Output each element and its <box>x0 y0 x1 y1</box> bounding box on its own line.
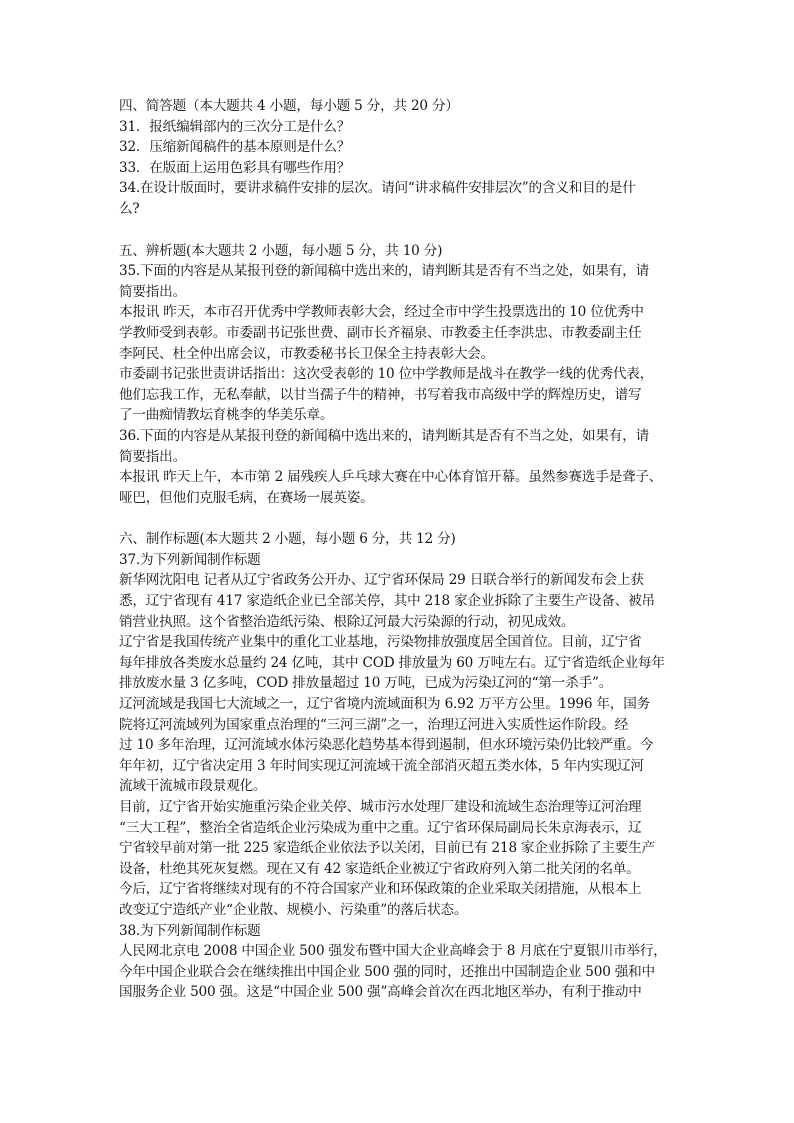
news-text-line: 李阿民、杜全仲出席会议，市教委秘书长卫保全主持表彰大会。 <box>119 345 495 362</box>
news-text-line: 辽河流域是我国七大流域之一，辽宁省境内流域面积为 6.92 万平方公里。1996 年，国务 <box>119 696 651 713</box>
news-text-line: 了一曲痴情教坛育桃李的华美乐章。 <box>119 407 334 424</box>
news-text-line: 本报讯 昨天上午，本市第 2 届残疾人乒乓球大赛在中心体育馆开幕。虽然参赛选手是聋子、 <box>119 469 663 486</box>
section-gap <box>119 508 689 529</box>
question-36: 36.下面的内容是从某报刊登的新闻稿中选出来的，请判断其是否有不当之处，如果有，请 <box>119 427 649 444</box>
news-text-line: 宁省较早前对第一批 225 家造纸企业依法予以关闭，目前已有 218 家企业拆除了主要生产 <box>119 840 655 857</box>
news-text-line: 每年排放各类废水总量约 24 亿吨，其中 COD 排放量为 60 万吨左右。辽宁省造纸企业每年 <box>119 654 665 671</box>
question-32: 32．压缩新闻稿件的基本原则是什么？ <box>119 139 351 156</box>
news-text-line: 辽宁省是我国传统产业集中的重化工业基地，污染物排放强度居全国首位。目前，辽宁省 <box>119 634 642 651</box>
question-34: 34.在设计版面时，要讲求稿件安排的层次。请问“讲求稿件安排层次”的含义和目的是什 <box>119 180 636 197</box>
news-text-line: 他们忘我工作，无私奉献，以甘当孺子牛的精神，书写着我市高级中学的辉煌历史，谱写 <box>119 386 642 403</box>
news-text-line: 国服务企业 500 强。这是“中国企业 500 强”高峰会首次在西北地区举办，有利于推动中 <box>119 984 642 1001</box>
news-text-line: 哑巴，但他们克服毛病，在赛场一展英姿。 <box>119 489 374 506</box>
section-heading-short-answer: 四、简答题（本大题共 4 小题，每小题 5 分，共 20 分） <box>119 98 459 114</box>
news-text-line: 今年中国企业联合会在继续推出中国企业 500 强的同时，还推出中国制造企业 500 强和中 <box>119 963 655 980</box>
question-36-continued: 简要指出。 <box>119 448 186 465</box>
news-text-line: 年年初，辽宁省决定用 3 年时间实现辽河流域干流全部消灭超五类水体，5 年内实现辽河 <box>119 757 644 774</box>
question-37: 37.为下列新闻制作标题 <box>119 551 261 568</box>
question-34-continued: 么? <box>119 200 140 217</box>
news-text-line: 改变辽宁造纸产业“企业散、规模小、污染重”的落后状态。 <box>119 901 468 918</box>
news-text-line: 销营业执照。这个省整治造纸污染、根除辽河最大污染源的行动，初见成效。 <box>119 613 575 630</box>
news-text-line: 市委副书记张世责讲话指出：这次受表彰的 10 位中学教师是战斗在教学一线的优秀代表， <box>119 366 654 383</box>
question-35: 35.下面的内容是从某报刊登的新闻稿中选出来的，请判断其是否有不当之处，如果有，请 <box>119 263 649 280</box>
question-38: 38.为下列新闻制作标题 <box>119 922 261 939</box>
news-text-line: 院将辽河流域列为国家重点治理的“三河三湖”之一，治理辽河进入实质性运作阶段。经 <box>119 716 629 733</box>
question-33: 33．在版面上运用色彩具有哪些作用？ <box>119 159 351 176</box>
news-text-line: 目前，辽宁省开始实施重污染企业关停、城市污水处理厂建设和流域生态治理等辽河治理 <box>119 799 642 815</box>
news-text-line: 悉，辽宁省现有 417 家造纸企业已全部关停，其中 218 家企业拆除了主要生产设备、被吊 <box>119 593 655 610</box>
news-text-line: 本报讯 昨天，本市召开优秀中学教师表彰大会，经过全市中学生投票选出的 10 位优秀中 <box>119 304 644 321</box>
question-31: 31．报纸编辑部内的三次分工是什么？ <box>119 118 351 135</box>
news-text-line: 设备，杜绝其死灰复燃。现在又有 42 家造纸企业被辽宁省政府列入第二批关闭的名单。 <box>119 860 640 877</box>
news-text-line: 过 10 多年治理，辽河流域水体污染恶化趋势基本得到遏制，但水环境污染仍比较严重。今 <box>119 737 654 754</box>
news-text-line: 今后，辽宁省将继续对现有的不符合国家产业和环保政策的企业采取关闭措施，从根本上 <box>119 881 642 898</box>
news-text-line: 学教师受到表彰。市委副书记张世费、副市长齐福泉、市教委主任李洪忠、市教委副主任 <box>119 324 642 341</box>
news-text-line: 排放废水量 3 亿多吨，COD 排放量超过 10 万吨，已成为污染辽河的“第一杀手”。 <box>119 675 613 692</box>
news-text-line: “三大工程”，整治全省造纸企业污染成为重中之重。辽宁省环保局副局长朱京海表示，辽 <box>119 819 642 836</box>
section-heading-analysis: 五、辨析题(本大题共 2 小题，每小题 5 分，共 10 分) <box>119 242 443 259</box>
section-heading-headline: 六、制作标题(本大题共 2 小题，每小题 6 分，共 12 分) <box>119 531 456 548</box>
section-gap <box>119 220 689 241</box>
question-35-continued: 简要指出。 <box>119 283 186 300</box>
news-text-line: 人民网北京电 2008 中国企业 500 强发布暨中国大企业高峰会于 8 月底在宁夏银川市举行， <box>119 943 667 960</box>
exam-page <box>119 96 689 1003</box>
news-text-line: 新华网沈阳电 记者从辽宁省政务公开办、辽宁省环保局 29 日联合举行的新闻发布会上获 <box>119 572 644 589</box>
news-text-line: 流域干流城市段景观化。 <box>119 778 267 795</box>
